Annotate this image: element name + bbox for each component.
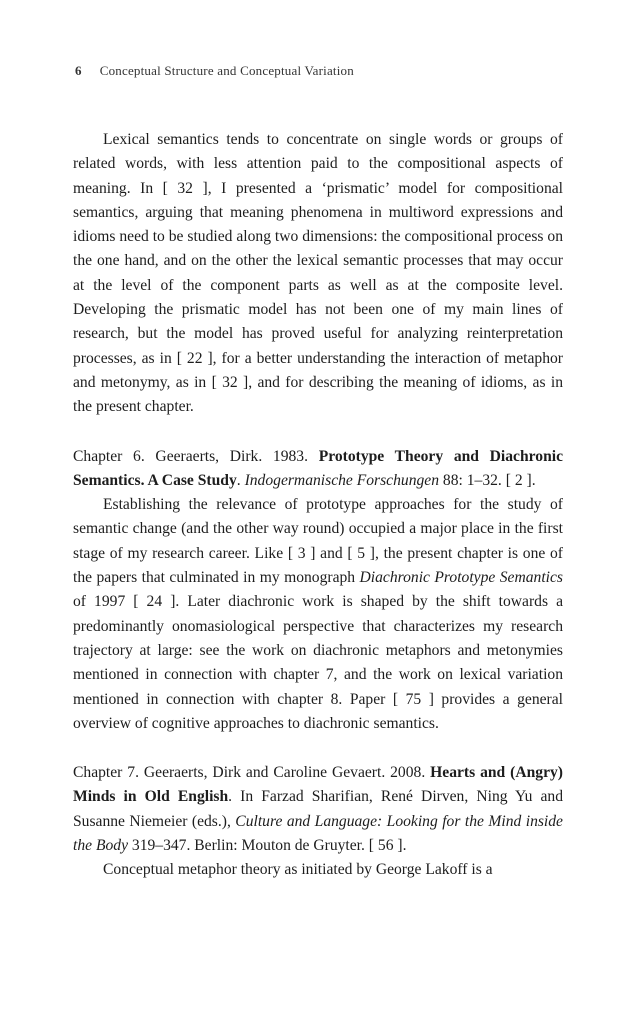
chapter-6-lead: Chapter 6. Geeraerts, Dirk. 1983. (73, 447, 319, 465)
chapter-7-mid: . In Farzad Sharifian, René Dirven, Ning Yu and Susanne Niemeier (eds.), (73, 788, 563, 830)
chapter-6-body-b: of 1997 [ 24 ]. Later diachronic work is shaped by the shift towards a predominantly onomasiological perspective that characterizes my research trajectory at large: see the work on diachronic metaphors and metonymies mentioned in connection with chapter 7, and the work on lexical variation mentioned in connection with chapter 8. Paper [ 75 ] provides a general overview of cognitive approaches to diachronic semantics. (73, 593, 563, 732)
chapter-7-lead: Chapter 7. Geeraerts, Dirk and Caroline Gevaert. 2008. (73, 764, 431, 782)
running-head (75, 63, 354, 79)
chapter-6-title: Prototype Theory and Diachronic Semantics. A Case Study (73, 447, 563, 489)
chapter-7-citation (73, 761, 563, 858)
page-number: 6 (75, 63, 82, 78)
chapter-7-paragraph: Conceptual metaphor theory as initiated by George Lakoff is a (103, 861, 493, 879)
chapter-6-citation (73, 445, 563, 494)
chapter-7-tail: 319–347. Berlin: Mouton de Gruyter. [ 56 ]. (128, 837, 407, 855)
chapter-6-body-a: Establishing the relevance of prototype approaches for the study of semantic change (and the other way round) occupied a major place in the first stage of my research career. Like [ 3 ] and [ 5 ], the present chapter is one of the papers that culminated in my monograph (73, 496, 563, 587)
chapter-6-book: Diachronic Prototype Semantics (359, 569, 563, 587)
chapter-7-book: Culture and Language: Looking for the Mind inside the Body (73, 812, 563, 855)
chapter-6-journal: Indogermanische Forschungen (244, 471, 440, 489)
chapter-7-title: Hearts and (Angry) Minds in Old English (73, 764, 563, 806)
chapter-6-separator: . (236, 471, 245, 489)
chapter-6-tail: 88: 1–32. [ 2 ]. (439, 471, 536, 489)
paragraph-prismatic-model: Lexical semantics tends to concentrate on single words or groups of related words, with less attention paid to the compositional aspects of meaning. In [ 32 ], I presented a ‘prismatic’ model for compositional semantics, arguing that meaning phenomena in multiword expressions and idioms need to be studied along two dimensions: the compositional process on the one hand, and on the other the lexical semantic processes that may occur at the level of the component parts as well as at the composite level. Developing the prismatic model has not been one of my main lines of research, but the model has proved useful for analyzing reinterpretation processes, as in [ 22 ], for a better understanding the interaction of metaphor and metonymy, as in [ 32 ], and for describing the meaning of idioms, as in the present chapter. (73, 131, 563, 416)
page-body (73, 128, 563, 883)
running-title: Conceptual Structure and Conceptual Variation (99, 63, 354, 78)
chapter-6-paragraph (73, 493, 563, 736)
